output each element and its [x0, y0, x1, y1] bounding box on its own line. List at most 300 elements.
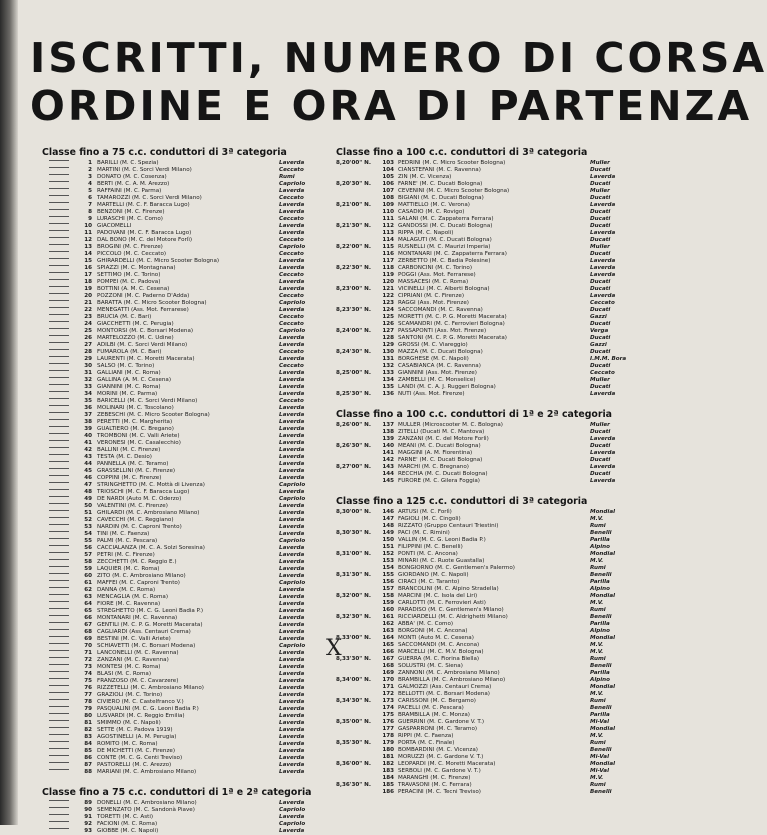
motorcycle-make: Capriolo — [279, 538, 306, 544]
section-spacer — [42, 776, 334, 786]
motorcycle-make: Benelli — [590, 747, 612, 753]
race-number: 174 — [382, 705, 394, 711]
motorcycle-make: M.V. — [590, 733, 604, 739]
entry-row — [42, 699, 334, 706]
motorcycle-make: Laverda — [279, 573, 305, 579]
race-number: 14 — [84, 251, 92, 257]
entry-section — [42, 146, 334, 776]
motorcycle-make: Muller — [590, 244, 610, 250]
rider-club: DE NARDI (Auto M. C. Oderzo) — [97, 496, 182, 502]
race-number: 32 — [84, 377, 92, 383]
entry-row — [336, 457, 637, 464]
entry-row — [42, 370, 334, 377]
race-number: 186 — [382, 789, 394, 795]
motorcycle-make: Laverda — [279, 720, 305, 726]
race-number: 178 — [382, 733, 394, 739]
motorcycle-make: Laverda — [279, 342, 305, 348]
race-number: 135 — [382, 384, 394, 390]
rider-club: RAFFAINI (M. C. Parma) — [97, 188, 162, 194]
rider-club: DONATO (M. C. Cosenza) — [97, 174, 167, 180]
entry-row — [42, 615, 334, 622]
motorcycle-make: Laverda — [279, 615, 305, 621]
motorcycle-make: Laverda — [279, 223, 305, 229]
entry-row — [42, 433, 334, 440]
motorcycle-make: Laverda — [279, 559, 305, 565]
race-number: 8 — [88, 209, 92, 215]
rider-club: LAQUIER (M. C. Roma) — [97, 566, 160, 572]
entry-rule — [49, 622, 69, 623]
race-number: 74 — [84, 671, 92, 677]
entry-row — [42, 657, 334, 664]
entry-row — [336, 565, 637, 572]
entry-row — [42, 692, 334, 699]
race-number: 34 — [84, 391, 92, 397]
entry-row — [336, 726, 637, 733]
race-number: 159 — [382, 600, 394, 606]
section-title: Classe fino a 75 c.c. conduttori di 1ª e 2ª categoria — [42, 787, 312, 798]
motorcycle-make: Mi-Val — [590, 719, 609, 725]
race-number: 9 — [88, 216, 92, 222]
entry-row — [336, 237, 637, 244]
entry-row — [336, 429, 637, 436]
rider-club: SCAMANDRI (M. C. Ferrovieri Bologna) — [398, 321, 505, 327]
entry-row — [336, 558, 637, 565]
motorcycle-make: Laverda — [590, 293, 616, 299]
race-number: 156 — [382, 579, 394, 585]
rider-club: GUERRINI (M. C. Gardone V. T.) — [398, 719, 485, 725]
rider-club: RECCHIA (M. C. Ducati Bologna) — [398, 471, 488, 477]
motorcycle-make: Laverda — [279, 468, 305, 474]
rider-club: MASSACESI (M. C. Roma) — [398, 279, 469, 285]
entry-row — [336, 621, 637, 628]
motorcycle-make: Laverda — [279, 664, 305, 670]
entry-row — [42, 580, 334, 587]
entry-row — [42, 828, 334, 835]
entry-row — [336, 335, 637, 342]
entry-row — [42, 349, 334, 356]
race-number: 3 — [88, 174, 92, 180]
entry-rule — [49, 174, 69, 175]
entry-rule — [49, 286, 69, 287]
motorcycle-make: Benelli — [590, 705, 612, 711]
race-number: 111 — [382, 216, 394, 222]
entry-row — [42, 363, 334, 370]
rider-club: ZITO (M. C. Ambrosiano Milano) — [97, 573, 186, 579]
race-number: 124 — [382, 307, 394, 313]
entry-row — [336, 300, 637, 307]
rider-club: ROMITO (M. C. Roma) — [97, 741, 158, 747]
motorcycle-make: Rumi — [590, 523, 606, 529]
motorcycle-make: Ceccato — [279, 398, 304, 404]
rider-club: MOLINARI (M. C. Toscolano) — [97, 405, 174, 411]
rider-club: MALAGUTI (M. C. Ducati Bologna) — [398, 237, 492, 243]
rider-club: RIZZATO (Gruppo Centauri Triestini) — [398, 523, 499, 529]
entry-row — [42, 405, 334, 412]
entry-row — [336, 174, 637, 181]
race-number: 104 — [382, 167, 394, 173]
race-number: 47 — [84, 482, 92, 488]
race-number: 10 — [84, 223, 92, 229]
motorcycle-make: Laverda — [279, 671, 305, 677]
rider-club: CAVECCHI (M. C. Reggiano) — [97, 517, 174, 523]
race-number: 72 — [84, 657, 92, 663]
race-number: 85 — [84, 748, 92, 754]
entry-row — [336, 363, 637, 370]
entry-row — [42, 762, 334, 769]
motorcycle-make: Laverda — [279, 685, 305, 691]
motorcycle-make: Muller — [590, 377, 610, 383]
entry-section — [336, 408, 637, 485]
race-number: 24 — [84, 321, 92, 327]
motorcycle-make: Ducati — [590, 209, 611, 215]
rider-club: GIACCHETTI (M. C. Perugia) — [97, 321, 174, 327]
rider-club: GIORDANO (M. C. Napoli) — [398, 572, 469, 578]
start-time: 8,23'30" N. — [336, 307, 371, 313]
rider-club: LEOPARDI (M. C. Moretti Macerata) — [398, 761, 496, 767]
motorcycle-make: Capriolo — [279, 807, 306, 813]
motorcycle-make: M.V. — [590, 649, 604, 655]
race-number: 35 — [84, 398, 92, 404]
race-number: 153 — [382, 558, 394, 564]
race-number: 179 — [382, 740, 394, 746]
motorcycle-make: Ducati — [590, 471, 611, 477]
rider-club: MARTINI (M. C. Sorci Verdi Milano) — [97, 167, 192, 173]
motorcycle-make: M.V. — [590, 558, 604, 564]
entry-row — [42, 454, 334, 461]
entry-row — [42, 769, 334, 776]
motorcycle-make: M.V. — [590, 691, 604, 697]
rider-club: BOTTINI (A. M. C. Cesena) — [97, 286, 170, 292]
rider-club: CARBONCINI (M. C. Torino) — [398, 265, 473, 271]
rider-club: MORETTI (M. C. P. G. Moretti Macerata) — [398, 314, 507, 320]
entry-row — [42, 258, 334, 265]
entry-row — [42, 419, 334, 426]
rider-club: MONTANARI (M. C. Zappaterra Ferrara) — [398, 251, 507, 257]
race-number: 169 — [382, 670, 394, 676]
motorcycle-make: Laverda — [279, 412, 305, 418]
race-number: 41 — [84, 440, 92, 446]
rider-club: LUSVARDI (M. C. Reggio Emilia) — [97, 713, 185, 719]
rider-club: BARATTA (M. C. Micro Scooter Bologna) — [97, 300, 207, 306]
race-number: 128 — [382, 335, 394, 341]
entry-rule — [49, 482, 69, 483]
race-number: 163 — [382, 628, 394, 634]
entry-row — [42, 412, 334, 419]
entry-row — [336, 377, 637, 384]
motorcycle-make: Laverda — [279, 454, 305, 460]
race-number: 89 — [84, 800, 92, 806]
rider-club: MAZZA (M. C. Ducati Bologna) — [398, 349, 483, 355]
rider-club: CACCIALANZA (M. C. A. Solzi Soresina) — [97, 545, 205, 551]
start-time: 8,21'00" N. — [336, 202, 371, 208]
entry-row — [336, 436, 637, 443]
rider-club: PASQUALINI (M. C. G. Leoni Badia P.) — [97, 706, 199, 712]
motorcycle-make: Parilla — [590, 537, 610, 543]
rider-club: ZANZANI (M. C. del Motore Forlì) — [398, 436, 489, 442]
start-time: 8,20'00" N. — [336, 160, 371, 166]
entry-row — [42, 503, 334, 510]
entry-row — [42, 524, 334, 531]
entry-rule — [49, 370, 69, 371]
rider-club: VALLIN (M. C. G. Leoni Badia P.) — [398, 537, 486, 543]
entry-row — [336, 754, 637, 761]
race-number: 116 — [382, 251, 394, 257]
entry-row — [336, 733, 637, 740]
race-number: 12 — [84, 237, 92, 243]
rider-club: MORINI (M. C. Parma) — [97, 391, 158, 397]
start-time: 8,26'30" N. — [336, 443, 371, 449]
race-number: 113 — [382, 230, 394, 236]
motorcycle-make: Mondial — [590, 761, 616, 767]
race-number: 176 — [382, 719, 394, 725]
motorcycle-make: Laverda — [279, 510, 305, 516]
motorcycle-make: Ceccato — [279, 237, 304, 243]
entry-row — [42, 398, 334, 405]
entry-row — [42, 706, 334, 713]
section-spacer — [336, 485, 637, 495]
motorcycle-make: Alpino — [590, 544, 610, 550]
rider-club: BOMBARDINI (M. C. Vicenza) — [398, 747, 478, 753]
rider-club: PARADISO (M. C. Gentlemen's Milano) — [398, 607, 504, 613]
race-number: 45 — [84, 468, 92, 474]
rider-club: FAGIOLI (M. C. Cingoli) — [398, 516, 461, 522]
race-number: 81 — [84, 720, 92, 726]
rider-club: GALLINA (A. M. C. Cesena) — [97, 377, 172, 383]
motorcycle-make: Laverda — [590, 258, 616, 264]
entry-rule — [49, 762, 69, 763]
motorcycle-make: Muller — [590, 422, 610, 428]
entry-row — [42, 342, 334, 349]
motorcycle-make: Laverda — [279, 566, 305, 572]
entry-row — [336, 349, 637, 356]
race-number: 29 — [84, 356, 92, 362]
entry-row — [336, 471, 637, 478]
entry-rule — [49, 608, 69, 609]
entry-row — [42, 286, 334, 293]
race-number: 6 — [88, 195, 92, 201]
rider-club: CONTE (M. C. G. Centi Treviso) — [97, 755, 183, 761]
start-time: 8,26'00" N. — [336, 422, 371, 428]
entry-rule — [49, 671, 69, 672]
race-number: 122 — [382, 293, 394, 299]
entry-row — [42, 755, 334, 762]
rider-club: FILIPPINI (M. C. Benelli) — [398, 544, 463, 550]
entry-rule — [49, 678, 69, 679]
rider-club: BENZONI (M. C. Firenze) — [97, 209, 165, 215]
entry-row — [42, 223, 334, 230]
race-number: 165 — [382, 642, 394, 648]
entry-row — [42, 468, 334, 475]
entry-rule — [49, 496, 69, 497]
motorcycle-make: Ceccato — [590, 370, 615, 376]
motorcycle-make: Laverda — [279, 762, 305, 768]
entry-row — [336, 188, 637, 195]
race-number: 66 — [84, 615, 92, 621]
entry-row — [42, 251, 334, 258]
start-time: 8,22'00" N. — [336, 244, 371, 250]
motorcycle-make: Laverda — [279, 814, 305, 820]
motorcycle-make: Ceccato — [279, 314, 304, 320]
entry-rule — [49, 216, 69, 217]
motorcycle-make: Ducati — [590, 307, 611, 313]
rider-club: TINI (M. C. Faenza) — [97, 531, 150, 537]
entry-rule — [49, 636, 69, 637]
motorcycle-make: Capriolo — [279, 496, 306, 502]
race-number: 23 — [84, 314, 92, 320]
entry-row — [42, 356, 334, 363]
entry-row — [42, 440, 334, 447]
start-time: 8,21'30" N. — [336, 223, 371, 229]
motorcycle-make: Laverda — [279, 461, 305, 467]
entry-row — [42, 601, 334, 608]
entry-rule — [49, 419, 69, 420]
start-time: 8,32'30" N. — [336, 614, 371, 620]
motorcycle-make: Alpino — [590, 677, 610, 683]
race-number: 22 — [84, 307, 92, 313]
entry-rule — [49, 524, 69, 525]
entry-rule — [49, 293, 69, 294]
entry-row — [42, 678, 334, 685]
motorcycle-make: Ducati — [590, 443, 611, 449]
entry-row — [336, 230, 637, 237]
start-time: 8,24'30" N. — [336, 349, 371, 355]
rider-club: RIPPA (M. C. Napoli) — [398, 230, 454, 236]
motorcycle-make: Ducati — [590, 216, 611, 222]
rider-club: RUSNELLI (M. C. Maurizi Imperia) — [398, 244, 491, 250]
entry-row — [336, 523, 637, 530]
race-number: 64 — [84, 601, 92, 607]
rider-club: ZERBETTO (M. C. Badia Polesine) — [398, 258, 491, 264]
motorcycle-make: Laverda — [279, 800, 305, 806]
entry-rule — [49, 335, 69, 336]
race-number: 151 — [382, 544, 394, 550]
rider-club: CIPRIANI (M. C. Firenze) — [398, 293, 465, 299]
entry-rule — [49, 587, 69, 588]
motorcycle-make: Ceccato — [279, 167, 304, 173]
motorcycle-make: Benelli — [590, 530, 612, 536]
motorcycle-make: Laverda — [279, 699, 305, 705]
race-number: 105 — [382, 174, 394, 180]
rider-club: ZEBESCHI (M. C. Micro Scooter Bologna) — [97, 412, 210, 418]
race-number: 90 — [84, 807, 92, 813]
entry-rule — [49, 650, 69, 651]
motorcycle-make: Laverda — [279, 356, 305, 362]
rider-club: TRAVASONI (M. C. Ferrara) — [398, 782, 472, 788]
motorcycle-make: Laverda — [279, 734, 305, 740]
motorcycle-make: Capriolo — [279, 300, 306, 306]
rider-club: RAGGI (Ass. Mot. Firenze) — [398, 300, 469, 306]
motorcycle-make: Laverda — [279, 713, 305, 719]
rider-club: VERONESI (M. C. Casalecchio) — [97, 440, 181, 446]
race-number: 117 — [382, 258, 394, 264]
race-number: 145 — [382, 478, 394, 484]
motorcycle-make: Laverda — [279, 447, 305, 453]
motorcycle-make: Laverda — [279, 622, 305, 628]
rider-club: CASADIO (M. C. Rovigo) — [398, 209, 465, 215]
rider-club: BORGHESE (M. C. Napoli) — [398, 356, 469, 362]
entry-rule — [49, 468, 69, 469]
motorcycle-make: Verga — [590, 328, 609, 334]
entry-row — [42, 328, 334, 335]
entry-row — [336, 628, 637, 635]
race-number: 126 — [382, 321, 394, 327]
rider-club: RIZZETELLI (M. C. Ambrosiano Milano) — [97, 685, 204, 691]
rider-club: MULLER (Microscooter M. C. Bologna) — [398, 422, 503, 428]
start-time: 8,27'00" N. — [336, 464, 371, 470]
rider-club: BARILLI (M. C. Spezia) — [97, 160, 159, 166]
race-number: 61 — [84, 580, 92, 586]
motorcycle-make: Capriolo — [279, 821, 306, 827]
entry-row — [42, 461, 334, 468]
entry-row — [336, 391, 637, 398]
race-number: 136 — [382, 391, 394, 397]
race-number: 19 — [84, 286, 92, 292]
race-number: 88 — [84, 769, 92, 775]
motorcycle-make: Ducati — [590, 279, 611, 285]
motorcycle-make: Laverda — [279, 160, 305, 166]
entry-row — [42, 594, 334, 601]
entry-row — [336, 160, 637, 167]
motorcycle-make: Parilla — [590, 712, 610, 718]
rider-club: ZANNONI (M. C. Ambrosiano Milano) — [398, 670, 500, 676]
entry-row — [336, 422, 637, 429]
rider-club: SANTONI (M. C. P. G. Moretti Macerata) — [398, 335, 507, 341]
rider-club: POZZONI (M. C. Paderno D'Adda) — [97, 293, 190, 299]
entry-rule — [49, 265, 69, 266]
entry-rule — [49, 447, 69, 448]
rider-club: RIPPI (M. C. Faenza) — [398, 733, 454, 739]
race-number: 168 — [382, 663, 394, 669]
race-number: 46 — [84, 475, 92, 481]
motorcycle-make: Mondial — [590, 635, 616, 641]
race-number: 18 — [84, 279, 92, 285]
motorcycle-make: Laverda — [279, 517, 305, 523]
race-number: 1 — [88, 160, 92, 166]
motorcycle-make: Laverda — [590, 202, 616, 208]
entry-row — [336, 464, 637, 471]
entry-rule — [49, 195, 69, 196]
race-number: 177 — [382, 726, 394, 732]
rider-club: FRANZOSO (M. C. Cavarzere) — [97, 678, 179, 684]
motorcycle-make: Ducati — [590, 457, 611, 463]
race-number: 78 — [84, 699, 92, 705]
rider-club: GIOBBE (M. C. Napoli) — [97, 828, 159, 834]
race-number: 31 — [84, 370, 92, 376]
race-number: 92 — [84, 821, 92, 827]
race-number: 137 — [382, 422, 394, 428]
handwritten-cross-mark: X — [326, 636, 342, 661]
motorcycle-make: Rumi — [590, 782, 606, 788]
motorcycle-make: Muller — [590, 188, 610, 194]
rider-club: BESTINI (M. C. Valli Ariete) — [97, 636, 171, 642]
entry-rule — [49, 398, 69, 399]
entry-row — [42, 475, 334, 482]
race-number: 125 — [382, 314, 394, 320]
motorcycle-make: Ducati — [590, 167, 611, 173]
race-number: 79 — [84, 706, 92, 712]
motorcycle-make: Parilla — [590, 621, 610, 627]
race-number: 42 — [84, 447, 92, 453]
entry-row — [336, 684, 637, 691]
entry-row — [336, 719, 637, 726]
entry-rule — [49, 699, 69, 700]
right-column — [336, 146, 637, 796]
race-number: 185 — [382, 782, 394, 788]
race-number: 86 — [84, 755, 92, 761]
race-number: 71 — [84, 650, 92, 656]
entry-rule — [49, 244, 69, 245]
entry-rule — [49, 828, 69, 829]
